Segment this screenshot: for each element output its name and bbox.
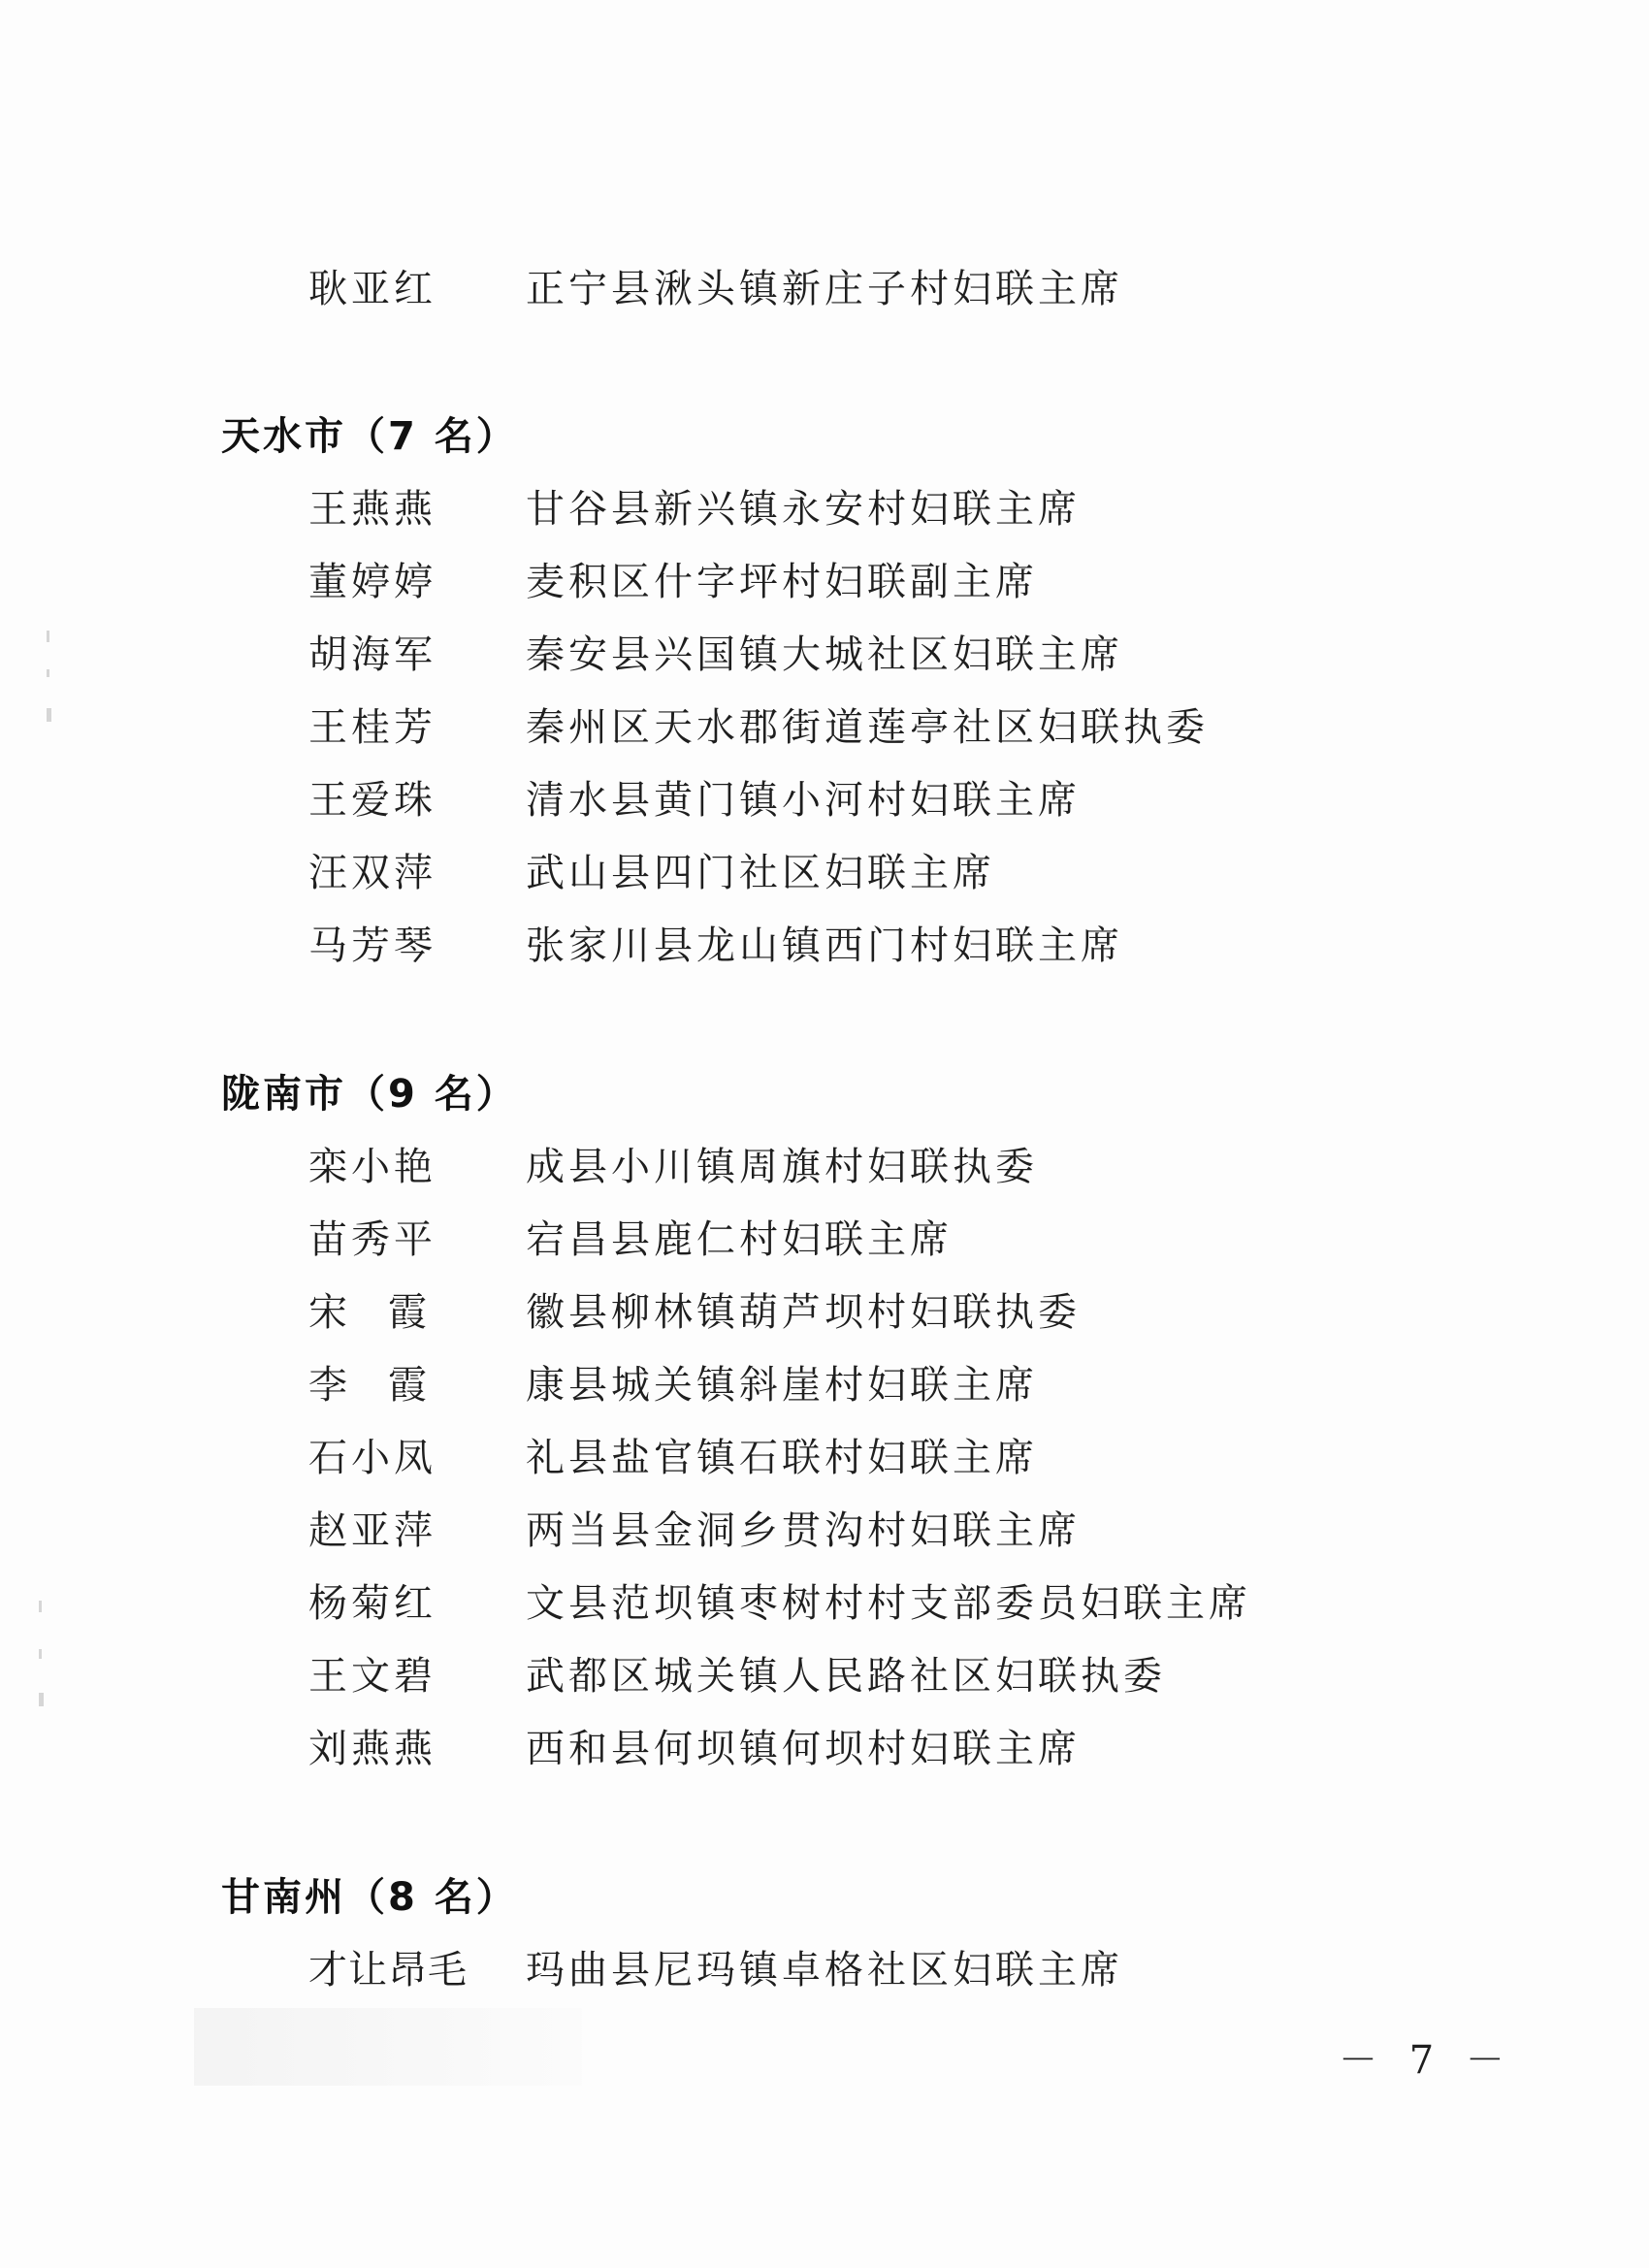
- person-name: 王文碧: [308, 1654, 436, 1699]
- scan-mark: [47, 708, 51, 722]
- person-position: 武山县四门社区妇联主席: [526, 851, 995, 895]
- person-position: 两当县金洞乡贯沟村妇联主席: [526, 1508, 1081, 1553]
- scan-mark: [39, 1649, 42, 1659]
- person-name: 王爱珠: [308, 778, 436, 823]
- scan-mark: [39, 1601, 42, 1612]
- person-name: 王燕燕: [308, 487, 436, 532]
- scan-mark: [47, 669, 49, 677]
- person-name: 宋霞: [308, 1290, 468, 1335]
- person-position: 张家川县龙山镇西门村妇联主席: [526, 923, 1123, 968]
- person-name: 董婷婷: [308, 560, 436, 604]
- person-name: 汪双萍: [308, 851, 436, 895]
- section-heading-tianshui: 天水市（7 名）: [221, 414, 518, 459]
- person-name: 李霞: [308, 1363, 468, 1408]
- person-position: 康县城关镇斜崖村妇联主席: [526, 1363, 1038, 1408]
- person-name: 苗秀平: [308, 1217, 436, 1262]
- person-name: 石小凤: [308, 1436, 436, 1480]
- person-position: 礼县盐官镇石联村妇联主席: [526, 1436, 1038, 1480]
- person-name: 才让昂毛: [308, 1948, 468, 1993]
- scan-mark: [47, 631, 49, 642]
- person-name: 耿亚红: [308, 267, 436, 311]
- person-position: 徽县柳林镇葫芦坝村妇联执委: [526, 1290, 1081, 1335]
- scan-mark: [39, 1693, 44, 1706]
- person-position: 秦安县兴国镇大城社区妇联主席: [526, 632, 1123, 677]
- person-position: 玛曲县尼玛镇卓格社区妇联主席: [526, 1948, 1123, 1993]
- person-position: 甘谷县新兴镇永安村妇联主席: [526, 487, 1081, 532]
- person-position: 成县小川镇周旗村妇联执委: [526, 1145, 1038, 1189]
- person-position: 清水县黄门镇小河村妇联主席: [526, 778, 1081, 823]
- person-name: 马芳琴: [308, 923, 436, 968]
- person-name: 王桂芳: [308, 705, 436, 750]
- section-heading-longnan: 陇南市（9 名）: [221, 1072, 518, 1117]
- person-position: 文县范坝镇枣树村村支部委员妇联主席: [526, 1581, 1251, 1626]
- person-name: 栾小艳: [308, 1145, 436, 1189]
- person-position: 秦州区天水郡街道莲亭社区妇联执委: [526, 705, 1209, 750]
- person-position: 西和县何坝镇何坝村妇联主席: [526, 1727, 1081, 1771]
- section-heading-gannan: 甘南州（8 名）: [221, 1875, 518, 1920]
- person-position: 宕昌县鹿仁村妇联主席: [526, 1217, 953, 1262]
- person-name: 胡海军: [308, 632, 436, 677]
- page-number: － 7 －: [1339, 2038, 1514, 2083]
- person-name: 赵亚萍: [308, 1508, 436, 1553]
- person-position: 正宁县湫头镇新庄子村妇联主席: [526, 267, 1123, 311]
- scan-smudge: [194, 2008, 582, 2086]
- person-name: 杨菊红: [308, 1581, 436, 1626]
- person-position: 武都区城关镇人民路社区妇联执委: [526, 1654, 1166, 1699]
- person-position: 麦积区什字坪村妇联副主席: [526, 560, 1038, 604]
- person-name: 刘燕燕: [308, 1727, 436, 1771]
